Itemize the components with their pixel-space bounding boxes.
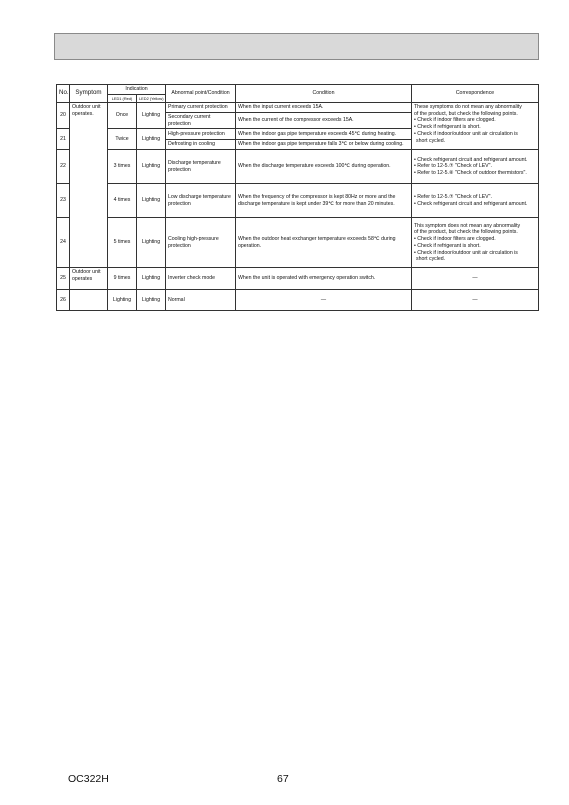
abnormal-cell: High-pressure protection: [166, 129, 236, 140]
col-header-no: No.: [57, 85, 70, 103]
row-no: 25: [57, 268, 70, 290]
row-no: 21: [57, 129, 70, 150]
correspondence-cell: [412, 150, 539, 184]
corr-line: • Check if indoor filters are clogged.: [414, 117, 496, 124]
led2-cell: Lighting: [137, 102, 166, 129]
corr-line: • Check if indoor/outdoor unit air circulation is: [414, 130, 518, 137]
corr-line: • Check if refrigerant is short.: [414, 124, 481, 131]
col-header-correspondence: Correspondence: [412, 85, 539, 103]
row-no: 20: [57, 102, 70, 129]
led1-cell: 3 times: [108, 150, 137, 184]
abnormal-cell: Normal: [166, 290, 236, 311]
led2-cell: Lighting: [137, 290, 166, 311]
corr-line: of the product, but check the following points.: [414, 110, 518, 117]
abnormal-cell: Cooling high-pressure protection: [166, 218, 236, 268]
col-header-symptom: Symptom: [70, 85, 108, 103]
condition-cell: When the frequency of the compressor is kept 80Hz or more and the discharge temperature is kept under 39℃ for more than 20 minutes.: [236, 184, 412, 218]
diagnosis-table: [56, 84, 539, 311]
corr-line: short cycled.: [416, 256, 446, 263]
condition-cell: When the indoor gas pipe temperature exceeds 45℃ during heating.: [236, 129, 412, 140]
led2-cell: Lighting: [137, 129, 166, 150]
led2-cell: Lighting: [137, 184, 166, 218]
correspondence-cell: [412, 218, 539, 268]
corr-line: • Check if indoor/outdoor unit air circulation is: [414, 249, 518, 256]
led1-cell: 4 times: [108, 184, 137, 218]
col-header-condition: Condition: [236, 85, 412, 103]
led2-cell: Lighting: [137, 268, 166, 290]
led2-cell: Lighting: [137, 150, 166, 184]
abnormal-cell: Primary current protection: [166, 102, 236, 112]
condition-cell: When the indoor gas pipe temperature falls 3℃ or below during cooling.: [236, 140, 412, 150]
abnormal-cell: Inverter check mode: [166, 268, 236, 290]
abnormal-cell: Secondary current protection: [166, 112, 236, 129]
corr-line: • Refer to 12-5.⑧ "Check of outdoor thermistors".: [414, 170, 527, 177]
col-header-led2: LED2 (Yellow): [137, 94, 166, 102]
row-no: 26: [57, 290, 70, 311]
led2-cell: Lighting: [137, 218, 166, 268]
correspondence-cell: —: [412, 290, 539, 311]
led1-cell: 5 times: [108, 218, 137, 268]
corr-line: These symptoms do not mean any abnormality: [414, 103, 522, 110]
condition-cell: —: [236, 290, 412, 311]
col-header-led1: LED1 (Red): [108, 94, 137, 102]
led1-cell: Lighting: [108, 290, 137, 311]
corr-line: • Check refrigerant circuit and refrigerant amount.: [414, 156, 528, 163]
abnormal-cell: Discharge temperature protection: [166, 150, 236, 184]
correspondence-cell: [412, 184, 539, 218]
condition-cell: When the discharge temperature exceeds 100℃ during operation.: [236, 150, 412, 184]
header-band: [54, 33, 539, 60]
corr-line: short cycled.: [416, 137, 446, 144]
table-row: [57, 184, 539, 218]
table-row: [57, 102, 539, 112]
page-number: 67: [277, 773, 289, 785]
corr-line: • Check refrigerant circuit and refrigerant amount.: [414, 200, 528, 207]
footer-model: OC322H: [68, 773, 109, 785]
symptom-cell-empty: [70, 290, 108, 311]
condition-cell: When the outdoor heat exchanger temperature exceeds 58℃ during operation.: [236, 218, 412, 268]
condition-cell: When the input current exceeds 15A.: [236, 102, 412, 112]
correspondence-cell: —: [412, 268, 539, 290]
abnormal-cell: Low discharge temperature protection: [166, 184, 236, 218]
corr-line: • Check if refrigerant is short.: [414, 242, 481, 249]
symptom-cell: Outdoor unit operates: [70, 268, 108, 290]
table-row: [57, 150, 539, 184]
row-no: 23: [57, 184, 70, 218]
table-row: [57, 268, 539, 290]
led1-cell: Twice: [108, 129, 137, 150]
corr-line: • Refer to 12-5.⑦ "Check of LEV".: [414, 194, 492, 201]
led1-cell: 9 times: [108, 268, 137, 290]
corr-line: • Check if indoor filters are clogged.: [414, 236, 496, 243]
table-row: [57, 218, 539, 268]
row-no: 22: [57, 150, 70, 184]
symptom-cell-continued: [70, 129, 108, 268]
col-header-indication: Indication: [108, 85, 166, 95]
corr-line: This symptom does not mean any abnormality: [414, 222, 521, 229]
symptom-cell: Outdoor unit operates.: [70, 102, 108, 129]
corr-line: • Refer to 12-5.⑦ "Check of LEV".: [414, 163, 492, 170]
abnormal-cell: Defrosting in cooling: [166, 140, 236, 150]
col-header-abnormal: Abnormal point/Condition: [166, 85, 236, 103]
corr-line: of the product, but check the following points.: [414, 229, 518, 236]
row-no: 24: [57, 218, 70, 268]
condition-cell: When the unit is operated with emergency operation switch.: [236, 268, 412, 290]
table-row: [57, 290, 539, 311]
led1-cell: Once: [108, 102, 137, 129]
correspondence-cell: [412, 102, 539, 150]
condition-cell: When the current of the compressor exceeds 15A.: [236, 112, 412, 129]
